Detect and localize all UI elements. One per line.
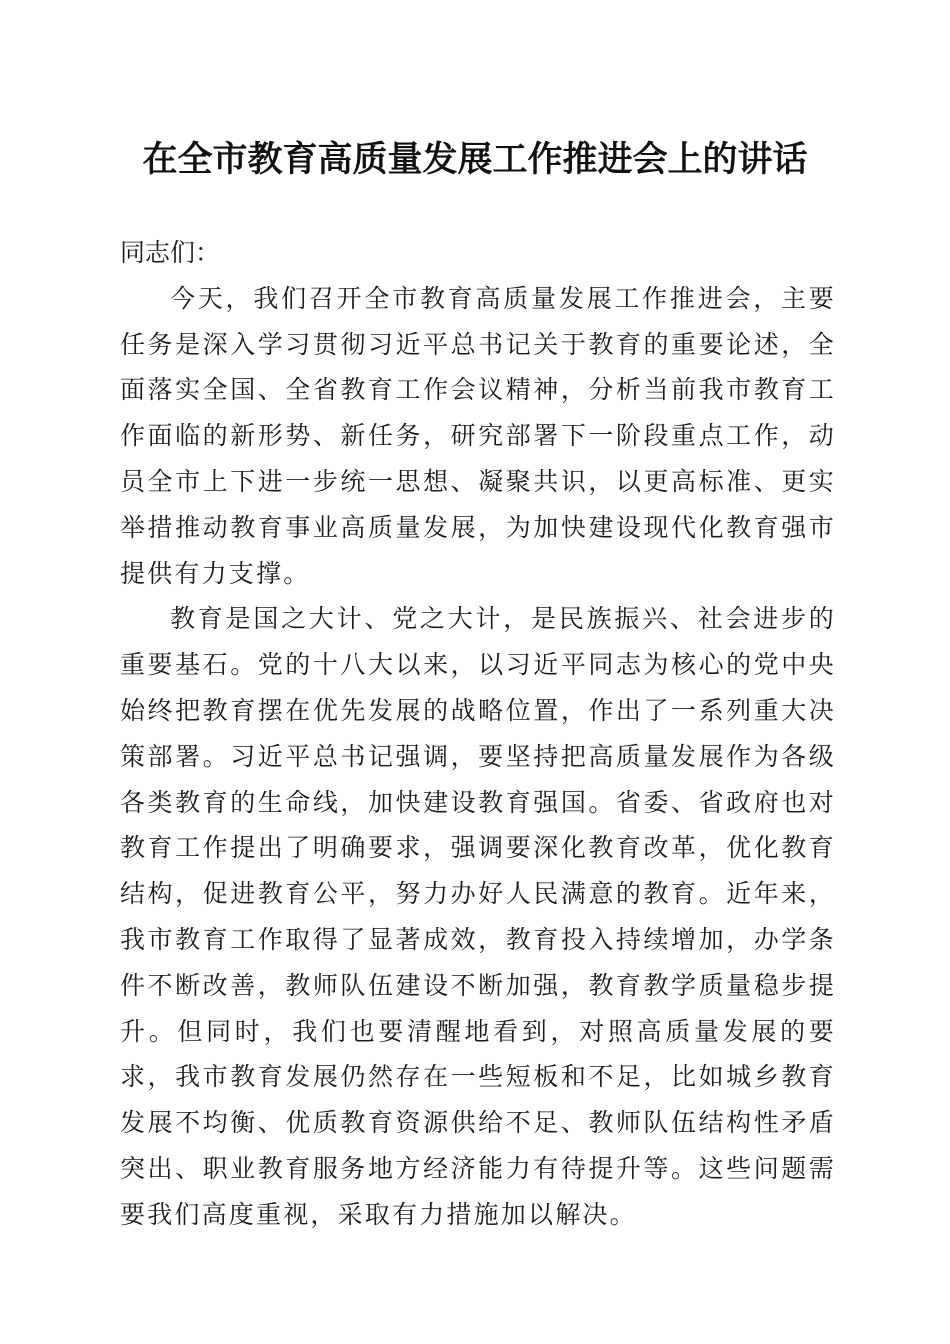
document-title: 在全市教育高质量发展工作推进会上的讲话 <box>142 139 808 180</box>
document-body <box>120 230 836 1238</box>
paragraph-2: 教育是国之大计、党之大计，是民族振兴、社会进步的重要基石。党的十八大以来，以习近平同志为核心的党中央始终把教育摆在优先发展的战略位置，作出了一系列重大决策部署。习近平总书记强调，要坚持把高质量发展作为各级各类教育的生命线，加快建设教育强国。省委、省政府也对教育工作提出了明确要求，强调要深化教育改革，优化教育结构，促进教育公平，努力办好人民满意的教育。近年来，我市教育工作取得了显著成效，教育投入持续增加，办学条件不断改善，教师队伍建设不断加强，教育教学质量稳步提升。但同时，我们也要清醒地看到，对照高质量发展的要求，我市教育发展仍然存在一些短板和不足，比如城乡教育发展不均衡、优质教育资源供给不足、教师队伍结构性矛盾突出、职业教育服务地方经济能力有待提升等。这些问题需要我们高度重视，采取有力措施加以解决。 <box>120 604 836 1229</box>
salutation: 同志们： <box>120 238 221 267</box>
paragraph-1: 今天，我们召开全市教育高质量发展工作推进会，主要任务是深入学习贯彻习近平总书记关于教育的重要论述，全面落实全国、全省教育工作会议精神，分析当前我市教育工作面临的新形势、新任务，研究部署下一阶段重点工作，动员全市上下进一步统一思想、凝聚共识，以更高标准、更实举措推动教育事业高质量发展，为加快建设现代化教育强市提供有力支撑。 <box>120 283 836 588</box>
